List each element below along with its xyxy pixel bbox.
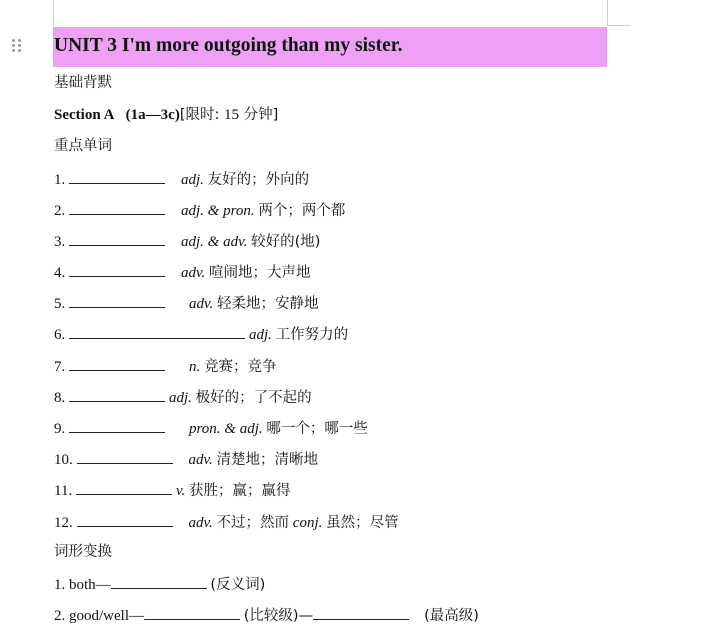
vocab-item [54, 480, 291, 500]
part-of-speech: pron. & adj. [189, 421, 263, 437]
item-number: 2. [54, 203, 66, 219]
item-number: 3. [54, 234, 66, 250]
vocab-item [54, 231, 320, 251]
drag-handle-icon[interactable] [12, 39, 22, 55]
meaning: 获胜；赢；赢得 [189, 483, 291, 499]
part-of-speech: adj. & adv. [181, 234, 248, 250]
vocab-item [54, 324, 348, 344]
time-limit-value: 15 [223, 107, 239, 123]
item-number: 5. [54, 296, 66, 312]
item-number: 8. [54, 390, 66, 406]
part-of-speech: adj. [181, 172, 204, 188]
time-limit-unit: 分钟] [238, 107, 279, 123]
section-label: Section A [54, 107, 115, 123]
item-number: 1. [54, 172, 66, 188]
item-number: 2. [54, 608, 66, 624]
base-word: both— [69, 577, 111, 593]
meaning: 工作努力的 [275, 327, 349, 343]
part-of-speech: adv. [188, 452, 213, 468]
answer-blank[interactable] [76, 480, 172, 495]
vocab-item [54, 418, 368, 438]
section-range: (1a—3c) [125, 107, 180, 123]
answer-blank[interactable] [69, 387, 165, 402]
vocab-item [54, 387, 312, 407]
vocab-item [54, 356, 277, 376]
answer-blank[interactable] [69, 418, 165, 433]
answer-blank[interactable] [69, 356, 165, 371]
vocab-item [54, 449, 318, 469]
word-form-item [54, 574, 265, 594]
item-number: 7. [54, 359, 66, 375]
unit-title: UNIT 3 I'm more outgoing than my sister. [54, 35, 403, 56]
meaning-2: 虽然；尽管 [326, 515, 399, 531]
unit-title-banner [53, 27, 607, 67]
section-a-line [54, 106, 278, 124]
item-number: 4. [54, 265, 66, 281]
answer-blank[interactable] [144, 605, 240, 620]
meaning: 喧闹地；大声地 [209, 265, 311, 281]
form-note: (比较级)— [243, 608, 314, 624]
item-number: 10. [54, 452, 73, 468]
meaning: 轻柔地；安静地 [217, 296, 319, 312]
form-note-2: (最高级) [424, 608, 479, 624]
section-basic-heading: 基础背默 [54, 75, 112, 91]
answer-blank[interactable] [69, 262, 165, 277]
part-of-speech: adj. [249, 327, 272, 343]
answer-blank[interactable] [69, 231, 165, 246]
page-guide-right [607, 0, 608, 26]
part-of-speech: adv. [188, 515, 213, 531]
time-limit-open: [限时: [179, 107, 224, 123]
key-words-heading: 重点单词 [54, 138, 112, 154]
answer-blank[interactable] [69, 200, 165, 215]
vocab-item [54, 512, 399, 532]
meaning: 较好的(地) [251, 234, 321, 250]
meaning: 哪一个；哪一些 [266, 421, 368, 437]
answer-blank[interactable] [111, 574, 207, 589]
vocab-item [54, 293, 319, 313]
item-number: 1. [54, 577, 66, 593]
meaning: 友好的；外向的 [207, 172, 310, 188]
meaning: 清楚地；清晰地 [216, 452, 319, 468]
base-word: good/well— [69, 608, 144, 624]
form-note: (反义词) [210, 577, 266, 593]
answer-blank[interactable] [77, 449, 173, 464]
item-number: 6. [54, 327, 66, 343]
page-guide-left [53, 0, 54, 26]
meaning: 不过；然而 [216, 515, 290, 531]
part-of-speech-2: conj. [292, 515, 323, 531]
meaning: 两个；两个都 [258, 203, 346, 219]
part-of-speech: v. [175, 483, 186, 499]
vocab-item [54, 262, 311, 282]
part-of-speech: adj. & pron. [181, 203, 255, 219]
answer-blank[interactable] [77, 512, 173, 527]
answer-blank[interactable] [313, 605, 409, 620]
part-of-speech: adv. [181, 265, 206, 281]
part-of-speech: n. [189, 359, 201, 375]
part-of-speech: adj. [169, 390, 192, 406]
answer-blank[interactable] [69, 324, 245, 339]
vocab-item [54, 200, 345, 220]
word-form-item [54, 605, 479, 625]
meaning: 极好的；了不起的 [195, 390, 312, 406]
page-guide-corner [607, 25, 631, 26]
part-of-speech: adv. [189, 296, 214, 312]
vocab-item [54, 169, 309, 189]
item-number: 12. [54, 515, 73, 531]
meaning: 竞赛；竞争 [204, 359, 277, 375]
word-forms-heading: 词形变换 [54, 544, 112, 560]
item-number: 9. [54, 421, 66, 437]
answer-blank[interactable] [69, 293, 165, 308]
answer-blank[interactable] [69, 169, 165, 184]
item-number: 11. [54, 483, 73, 499]
